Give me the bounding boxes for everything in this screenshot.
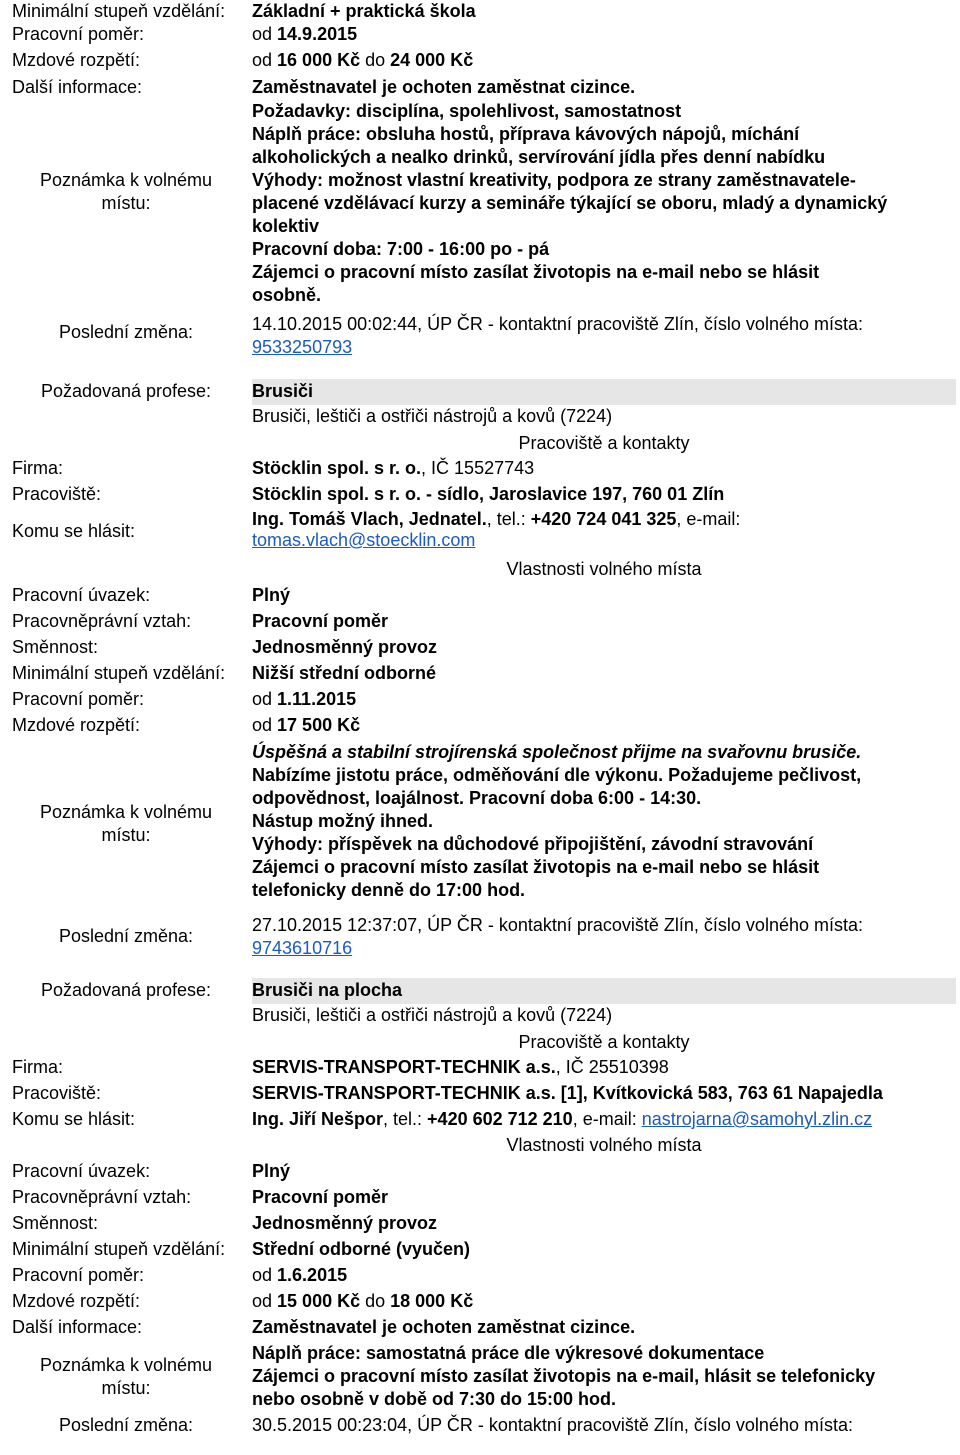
row-smennost-2 bbox=[0, 1212, 960, 1238]
value-mzda: od 17 500 Kč bbox=[252, 715, 361, 735]
value-vztah: Pracovní poměr bbox=[252, 1187, 389, 1207]
vacancy-id-link[interactable]: 9533250793 bbox=[252, 337, 353, 357]
row-note-1 bbox=[0, 741, 960, 903]
row-note-2 bbox=[0, 1342, 960, 1414]
row-mzda-top bbox=[0, 49, 960, 76]
label-vztah: Pracovněprávní vztah: bbox=[12, 1187, 192, 1207]
label-zmena: Poslední změna: bbox=[58, 322, 194, 342]
row-profese-1 bbox=[0, 379, 960, 405]
vacancy-id-link[interactable]: 9743610716 bbox=[252, 938, 353, 958]
label-firma: Firma: bbox=[12, 1057, 63, 1077]
value-firma: SERVIS-TRANSPORT-TECHNIK a.s., IČ 25510398 bbox=[252, 1057, 669, 1077]
value-smennost: Jednosměnný provoz bbox=[252, 1213, 438, 1233]
row-pracoviste-1 bbox=[0, 483, 960, 509]
value-pomer: od 14.9.2015 bbox=[252, 24, 358, 44]
label-firma: Firma: bbox=[12, 458, 63, 478]
row-zmena-top bbox=[0, 313, 960, 363]
value-profese: Brusiči na plocha bbox=[252, 978, 956, 1004]
label-edu: Minimální stupeň vzdělání: bbox=[12, 663, 226, 683]
row-firma-1 bbox=[0, 457, 960, 483]
value-zmena: 30.5.2015 00:23:04, ÚP ČR - kontaktní pracoviště Zlín, číslo volného místa: bbox=[252, 1415, 853, 1435]
row-pomer-1 bbox=[0, 688, 960, 714]
row-note-top bbox=[0, 100, 960, 307]
label-smennost: Směnnost: bbox=[12, 637, 99, 657]
label-pomer: Pracovní poměr: bbox=[12, 689, 145, 709]
row-mzda-2 bbox=[0, 1290, 960, 1316]
value-edu: Základní + praktická škola bbox=[252, 1, 476, 21]
value-pomer: od 1.6.2015 bbox=[252, 1265, 348, 1285]
label-edu: Minimální stupeň vzdělání: bbox=[12, 1, 226, 21]
label-dalsi: Další informace: bbox=[12, 1317, 143, 1337]
label-zmena: Poslední změna: bbox=[58, 926, 194, 946]
row-profese-sub-2 bbox=[0, 1004, 960, 1031]
label-mzda: Mzdové rozpětí: bbox=[12, 715, 141, 735]
label-pracoviste: Pracoviště: bbox=[12, 484, 102, 504]
row-zmena-2 bbox=[0, 1414, 960, 1440]
label-pracoviste: Pracoviště: bbox=[12, 1083, 102, 1103]
heading-vlastnosti-1: Vlastnosti volného místa bbox=[506, 559, 702, 579]
label-edu: Minimální stupeň vzdělání: bbox=[12, 1239, 226, 1259]
label-dalsi: Další informace: bbox=[12, 77, 143, 97]
label-pomer: Pracovní poměr: bbox=[12, 1265, 145, 1285]
row-smennost-1 bbox=[0, 636, 960, 662]
email-link[interactable]: tomas.vlach@stoecklin.com bbox=[252, 530, 476, 550]
value-profese-sub: Brusiči, leštiči a ostřiči nástrojů a kovů (7224) bbox=[252, 1005, 613, 1025]
value-mzda: od 16 000 Kč do 24 000 Kč bbox=[252, 50, 474, 70]
value-pracoviste: Stöcklin spol. s r. o. - sídlo, Jaroslavice 197, 760 01 Zlín bbox=[252, 484, 725, 504]
label-mzda: Mzdové rozpětí: bbox=[12, 50, 141, 70]
value-uvazek: Plný bbox=[252, 1161, 291, 1181]
row-pomer-top bbox=[0, 23, 960, 49]
row-edu-2 bbox=[0, 1238, 960, 1264]
value-profese-sub: Brusiči, leštiči a ostřiči nástrojů a kovů (7224) bbox=[252, 406, 613, 426]
row-uvazek-2 bbox=[0, 1160, 960, 1186]
value-dalsi: Zaměstnavatel je ochoten zaměstnat cizince. bbox=[252, 77, 636, 97]
row-profese-sub-1 bbox=[0, 405, 960, 432]
row-dalsi-top bbox=[0, 76, 960, 100]
value-note: Požadavky: disciplína, spolehlivost, samostatnost Náplň práce: obsluha hostů, příprava kávových nápojů, míchání alkoholických a nealko drinků, servírování jídla přes denní nabídku Výhody: možnost vlastní kreativity, podpora ze strany zaměstnavatele- placené vzdělávací kurzy a semináře týkající se oboru, mladý a dynamický kolektiv Pracovní doba: 7:00 - 16:00 po - pá Zájemci o pracovní místo zasílat životopis na e-mail nebo se hlásit osobně. bbox=[252, 101, 888, 305]
row-edu-1 bbox=[0, 662, 960, 688]
value-uvazek: Plný bbox=[252, 585, 291, 605]
label-mzda: Mzdové rozpětí: bbox=[12, 1291, 141, 1311]
label-uvazek: Pracovní úvazek: bbox=[12, 585, 151, 605]
value-zmena: 27.10.2015 12:37:07, ÚP ČR - kontaktní pracoviště Zlín, číslo volného místa: 9743610716 bbox=[252, 915, 863, 958]
label-pomer: Pracovní poměr: bbox=[12, 24, 145, 44]
value-smennost: Jednosměnný provoz bbox=[252, 637, 438, 657]
label-profese: Požadovaná profese: bbox=[40, 980, 212, 1000]
label-zmena: Poslední změna: bbox=[58, 1415, 194, 1435]
row-zmena-1 bbox=[0, 914, 960, 964]
row-vztah-1 bbox=[0, 610, 960, 636]
value-zmena: 14.10.2015 00:02:44, ÚP ČR - kontaktní pracoviště Zlín, číslo volného místa: 9533250793 bbox=[252, 314, 863, 357]
value-mzda: od 15 000 Kč do 18 000 Kč bbox=[252, 1291, 474, 1311]
value-firma: Stöcklin spol. s r. o., IČ 15527743 bbox=[252, 458, 535, 478]
row-dalsi-2 bbox=[0, 1316, 960, 1342]
label-komu: Komu se hlásit: bbox=[12, 1109, 136, 1129]
email-link[interactable]: nastrojarna@samohyl.zlin.cz bbox=[641, 1109, 873, 1129]
row-vztah-2 bbox=[0, 1186, 960, 1212]
row-profese-2 bbox=[0, 978, 960, 1004]
row-firma-2 bbox=[0, 1056, 960, 1082]
value-pomer: od 1.11.2015 bbox=[252, 689, 357, 709]
value-dalsi: Zaměstnavatel je ochoten zaměstnat cizince. bbox=[252, 1317, 636, 1337]
heading-vlastnosti-2: Vlastnosti volného místa bbox=[506, 1135, 702, 1155]
heading-pracoviste-2: Pracoviště a kontakty bbox=[518, 1032, 690, 1052]
row-edu-top bbox=[0, 0, 960, 23]
value-komu: Ing. Tomáš Vlach, Jednatel., tel.: +420 724 041 325, e-mail: tomas.vlach@stoecklin.com bbox=[252, 509, 741, 550]
label-note: Poznámka k volnému místu: bbox=[39, 1355, 213, 1398]
value-edu: Střední odborné (vyučen) bbox=[252, 1239, 471, 1259]
row-pracoviste-2 bbox=[0, 1082, 960, 1108]
value-edu: Nižší střední odborné bbox=[252, 663, 437, 683]
row-komu-1 bbox=[0, 509, 960, 558]
value-note: Úspěšná a stabilní strojírenská společnost přijme na svařovnu brusiče. Nabízíme jistotu práce, odměňování dle výkonu. Požadujeme pečlivost, odpovědnost, loajálnost. Pracovní doba 6:00 - 14:30. Nástup možný ihned. Výhody: příspěvek na důchodové připojištění, závodní stravování Zájemci o pracovní místo zasílat životopis na e-mail nebo se hlásit telefonicky denně do 17:00 hod. bbox=[252, 742, 862, 900]
value-note: Náplň práce: samostatná práce dle výkresové dokumentace Zájemci o pracovní místo zasílat životopis na e-mail, hlásit se telefonicky nebo osobně v době od 7:30 do 15:00 hod. bbox=[252, 1343, 876, 1409]
row-komu-2 bbox=[0, 1108, 960, 1134]
label-uvazek: Pracovní úvazek: bbox=[12, 1161, 151, 1181]
label-note: Poznámka k volnému místu: bbox=[39, 802, 213, 845]
label-smennost: Směnnost: bbox=[12, 1213, 99, 1233]
label-komu: Komu se hlásit: bbox=[12, 521, 136, 541]
row-uvazek-1 bbox=[0, 584, 960, 610]
row-pomer-2 bbox=[0, 1264, 960, 1290]
value-profese: Brusiči bbox=[252, 379, 956, 405]
heading-pracoviste-1: Pracoviště a kontakty bbox=[518, 433, 690, 453]
label-vztah: Pracovněprávní vztah: bbox=[12, 611, 192, 631]
value-komu: Ing. Jiří Nešpor, tel.: +420 602 712 210, e-mail: nastrojarna@samohyl.zlin.cz bbox=[252, 1109, 873, 1129]
value-vztah: Pracovní poměr bbox=[252, 611, 389, 631]
value-pracoviste: SERVIS-TRANSPORT-TECHNIK a.s. [1], Kvítkovická 583, 763 61 Napajedla bbox=[252, 1083, 883, 1103]
label-note: Poznámka k volnému místu: bbox=[39, 170, 213, 213]
row-mzda-1 bbox=[0, 714, 960, 741]
label-profese: Požadovaná profese: bbox=[40, 381, 212, 401]
